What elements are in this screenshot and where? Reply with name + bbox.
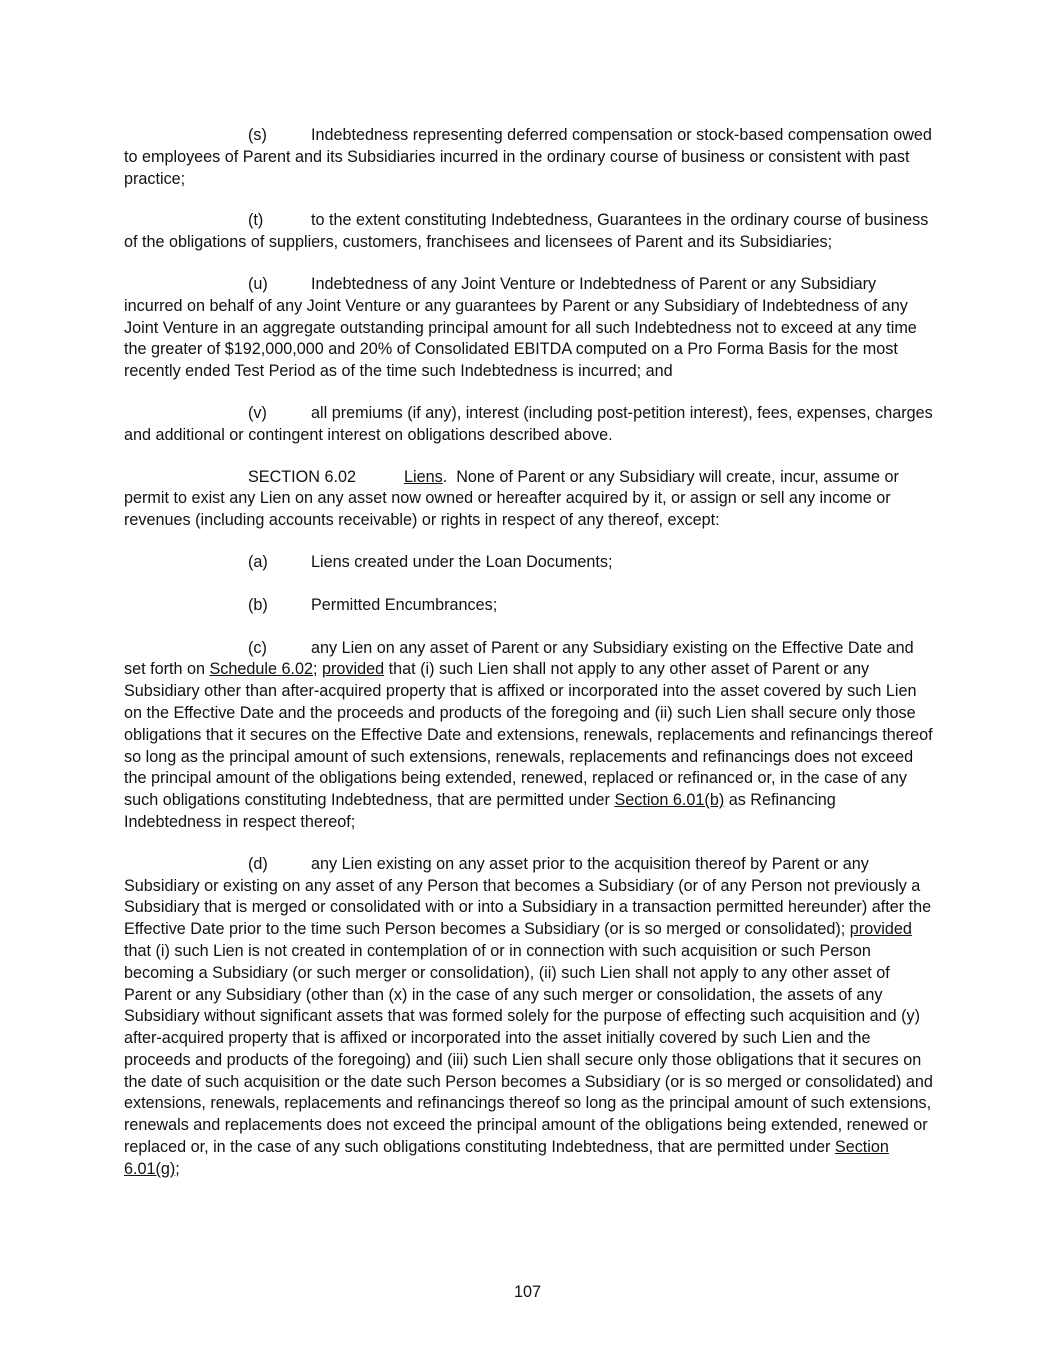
clause-text: to the extent constituting Indebtedness, Guarantees in the ordinary course of business of the obligations of suppliers, customers, franchisees and licensees of Parent and its Subsidiaries; [124, 211, 929, 252]
document-body [124, 125, 934, 1201]
clause-label: (s) [248, 126, 267, 144]
clause-label: (c) [248, 638, 267, 657]
clause-v [124, 403, 934, 447]
provided-term: provided [322, 660, 385, 679]
clause-text: that (i) such Lien shall not apply to any other asset of Parent or any Subsidiary other than after-acquired property that is affixed or incorporated into the asset covered by such Lien on the Effective Date and the proceeds and products of the foregoing and (ii) such Lien shall secure only those obligations that it secures on the Effective Date and extensions, renewals, replacements and refinancings thereof so long as the principal amount of such extensions, renewals, replacements and refinancings does not exceed the principal amount of the obligations being extended, renewed, replaced or refinanced or, in the case of any such obligations constituting Indebtedness, that are permitted under [124, 660, 933, 810]
lien-clause-a [124, 552, 934, 574]
lien-clause-d [124, 854, 934, 1181]
clause-text: Liens created under the Loan Documents; [311, 552, 613, 571]
clause-text: ; [175, 1159, 180, 1178]
clause-text: all premiums (if any), interest (including post-petition interest), fees, expenses, charges and additional or contingent interest on obligations described above. [124, 403, 933, 444]
clause-text: that (i) such Lien is not created in contemplation of or in connection with such acquisition or such Person becoming a Subsidiary (or such merger or consolidation), (ii) such Lien shall not apply to any other asset of Parent or any Subsidiary (other than (x) in the case of any such merger or consolidation, the assets of any Subsidiary without significant assets that was formed solely for the purpose of effecting such acquisition and (y) after-acquired property that is affixed or incorporated into the asset initially covered by such Lien and the proceeds and products of the foregoing) and (iii) such Lien shall secure only those obligations that it secures on the date of such acquisition or the date such Person becomes a Subsidiary (or is so merged or consolidated) and extensions, renewals, replacements and refinancings thereof so long as the principal amount of such extensions, renewals and replacements does not exceed the principal amount of the obligations being extended, renewed or replaced or, in the case of any such obligations constituting Indebtedness, that are permitted under [124, 941, 933, 1157]
clause-label: (t) [248, 211, 264, 230]
section-title: Liens [404, 467, 443, 486]
section-reference: Section 6.01(b) [614, 791, 725, 810]
section-title-period: . [442, 467, 448, 486]
clause-s [124, 125, 934, 190]
clause-text: as Refinancing Indebtedness in respect thereof; [124, 791, 836, 831]
clause-t [124, 210, 934, 254]
clause-text: ; [313, 660, 322, 679]
schedule-reference: Schedule 6.02 [209, 660, 313, 679]
section-number: SECTION 6.02 [248, 467, 356, 486]
lien-clause-b [124, 595, 934, 617]
section-6-02 [124, 467, 934, 532]
section-text: None of Parent or any Subsidiary will create, incur, assume or permit to exist any Lien on any asset now owned or hereafter acquired by it, or assign or sell any income or revenues (including accounts receivable) or rights in respect of any thereof, except: [124, 467, 899, 530]
section-reference: Section 6.01(g) [124, 1138, 889, 1178]
clause-text: any Lien on any asset of Parent or any Subsidiary existing on the Effective Date and set forth on [124, 638, 914, 679]
clause-text: Indebtedness representing deferred compensation or stock-based compensation owed to employees of Parent and its Subsidiaries incurred in the ordinary course of business or consistent with past practice; [124, 126, 932, 188]
clause-label: (v) [248, 403, 267, 422]
provided-term: provided [849, 920, 912, 939]
clause-label: (d) [248, 854, 268, 873]
clause-text: Indebtedness of any Joint Venture or Indebtedness of Parent or any Subsidiary incurred on behalf of any Joint Venture or any guarantees by Parent or any Subsidiary of Indebtedness of any Joint Venture in an aggregate outstanding principal amount for all such Indebtedness not to exceed at any time the greater of $192,000,000 and 20% of Consolidated EBITDA computed on a Pro Forma Basis for the most recently ended Test Period as of the time such Indebtedness is incurred; and [124, 274, 917, 381]
clause-label: (u) [248, 274, 268, 293]
clause-text: any Lien existing on any asset prior to the acquisition thereof by Parent or any Subsidiary or existing on any asset of any Person that becomes a Subsidiary (or of any Person not previously a Subsidiary that is merged or consolidated with or into a Subsidiary in a transaction permitted hereunder) after the Effective Date prior to the time such Person becomes a Subsidiary (or is so merged or consolidated); [124, 854, 932, 939]
clause-label: (b) [248, 595, 268, 614]
clause-text: Permitted Encumbrances; [311, 595, 498, 614]
page-number: 107 [513, 1283, 541, 1301]
lien-clause-c [124, 638, 934, 834]
clause-u [124, 274, 934, 383]
clause-label: (a) [248, 552, 268, 571]
